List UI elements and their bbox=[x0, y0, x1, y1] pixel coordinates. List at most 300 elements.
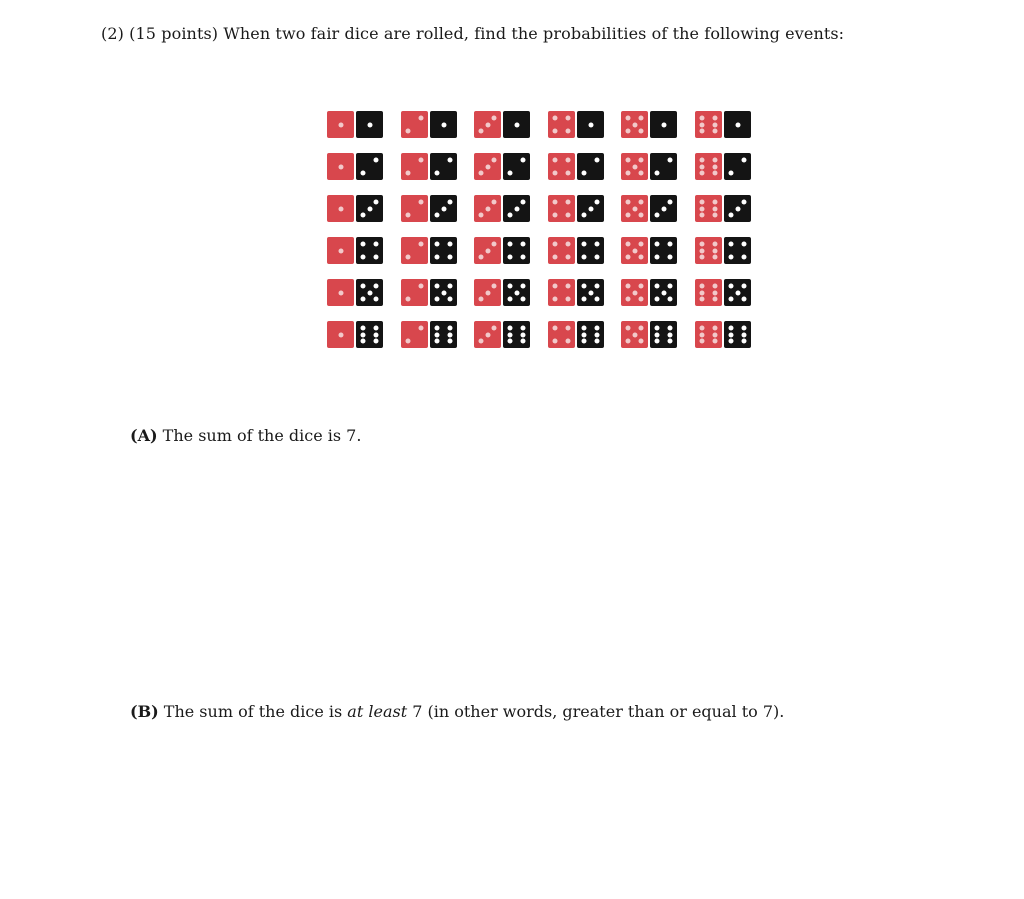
red-die-5 bbox=[621, 237, 648, 264]
die-pip bbox=[367, 122, 372, 127]
die-pip bbox=[514, 290, 519, 295]
die-pip bbox=[485, 290, 490, 295]
dice-pair bbox=[621, 237, 677, 265]
die-pip bbox=[729, 170, 734, 175]
red-die-1 bbox=[327, 237, 354, 264]
die-pip bbox=[508, 326, 513, 331]
die-pip bbox=[588, 290, 593, 295]
die-pip bbox=[508, 332, 513, 337]
die-pip bbox=[632, 206, 637, 211]
die-pip bbox=[447, 254, 452, 259]
die-pip bbox=[655, 254, 660, 259]
die-pip bbox=[700, 158, 705, 163]
die-pip bbox=[712, 164, 717, 169]
die-pip bbox=[553, 296, 558, 301]
die-pip bbox=[729, 212, 734, 217]
die-pip bbox=[638, 212, 643, 217]
die-pip bbox=[638, 200, 643, 205]
die-pip bbox=[638, 128, 643, 133]
dice-pair bbox=[548, 321, 604, 349]
die-pip bbox=[741, 200, 746, 205]
die-pip bbox=[553, 200, 558, 205]
dice-outcomes-grid bbox=[327, 111, 751, 349]
red-die-1 bbox=[327, 279, 354, 306]
dice-pair bbox=[548, 195, 604, 223]
black-die-3 bbox=[430, 195, 457, 222]
die-pip bbox=[735, 290, 740, 295]
die-pip bbox=[712, 128, 717, 133]
die-pip bbox=[700, 122, 705, 127]
dice-pair bbox=[548, 111, 604, 139]
dice-pair bbox=[621, 321, 677, 349]
die-pip bbox=[508, 254, 513, 259]
die-pip bbox=[553, 242, 558, 247]
die-pip bbox=[700, 212, 705, 217]
die-pip bbox=[661, 290, 666, 295]
die-pip bbox=[626, 242, 631, 247]
die-pip bbox=[582, 254, 587, 259]
die-pip bbox=[632, 248, 637, 253]
die-pip bbox=[361, 212, 366, 217]
die-pip bbox=[741, 158, 746, 163]
red-die-5 bbox=[621, 321, 648, 348]
die-pip bbox=[435, 254, 440, 259]
die-pip bbox=[588, 122, 593, 127]
die-pip bbox=[594, 242, 599, 247]
die-pip bbox=[700, 200, 705, 205]
die-pip bbox=[729, 326, 734, 331]
die-pip bbox=[655, 212, 660, 217]
die-pip bbox=[638, 296, 643, 301]
die-pip bbox=[626, 200, 631, 205]
dice-pair bbox=[327, 279, 383, 307]
die-pip bbox=[712, 338, 717, 343]
die-pip bbox=[655, 326, 660, 331]
dice-pair bbox=[548, 279, 604, 307]
dice-pair bbox=[474, 111, 530, 139]
die-pip bbox=[508, 338, 513, 343]
die-pip bbox=[741, 254, 746, 259]
black-die-6 bbox=[356, 321, 383, 348]
die-pip bbox=[367, 290, 372, 295]
die-pip bbox=[712, 170, 717, 175]
dice-pair bbox=[474, 195, 530, 223]
die-pip bbox=[655, 242, 660, 247]
die-pip bbox=[491, 200, 496, 205]
black-die-6 bbox=[724, 321, 751, 348]
die-pip bbox=[565, 158, 570, 163]
black-die-5 bbox=[650, 279, 677, 306]
die-pip bbox=[361, 326, 366, 331]
die-pip bbox=[520, 296, 525, 301]
die-pip bbox=[435, 170, 440, 175]
black-die-4 bbox=[724, 237, 751, 264]
die-pip bbox=[520, 326, 525, 331]
part-b bbox=[130, 702, 784, 721]
die-pip bbox=[729, 296, 734, 301]
die-pip bbox=[741, 296, 746, 301]
question-points: (15 points) bbox=[129, 24, 219, 43]
die-pip bbox=[338, 332, 343, 337]
die-pip bbox=[565, 296, 570, 301]
die-pip bbox=[626, 212, 631, 217]
die-pip bbox=[741, 326, 746, 331]
black-die-4 bbox=[430, 237, 457, 264]
die-pip bbox=[626, 326, 631, 331]
die-pip bbox=[520, 332, 525, 337]
red-die-1 bbox=[327, 321, 354, 348]
die-pip bbox=[638, 242, 643, 247]
die-pip bbox=[700, 284, 705, 289]
red-die-6 bbox=[695, 111, 722, 138]
die-pip bbox=[632, 332, 637, 337]
part-b-text-after: 7 (in other words, greater than or equal to 7). bbox=[407, 702, 785, 721]
black-die-4 bbox=[577, 237, 604, 264]
black-die-5 bbox=[724, 279, 751, 306]
die-pip bbox=[361, 338, 366, 343]
black-die-6 bbox=[430, 321, 457, 348]
dice-pair bbox=[621, 279, 677, 307]
die-pip bbox=[626, 158, 631, 163]
die-pip bbox=[508, 242, 513, 247]
black-die-2 bbox=[503, 153, 530, 180]
die-pip bbox=[508, 212, 513, 217]
die-pip bbox=[700, 170, 705, 175]
die-pip bbox=[508, 170, 513, 175]
die-pip bbox=[435, 284, 440, 289]
die-pip bbox=[700, 332, 705, 337]
die-pip bbox=[565, 116, 570, 121]
black-die-2 bbox=[650, 153, 677, 180]
die-pip bbox=[491, 326, 496, 331]
die-pip bbox=[520, 338, 525, 343]
die-pip bbox=[626, 116, 631, 121]
die-pip bbox=[565, 326, 570, 331]
die-pip bbox=[626, 338, 631, 343]
black-die-2 bbox=[356, 153, 383, 180]
die-pip bbox=[655, 284, 660, 289]
die-pip bbox=[435, 332, 440, 337]
black-die-1 bbox=[650, 111, 677, 138]
die-pip bbox=[655, 338, 660, 343]
die-pip bbox=[447, 338, 452, 343]
die-pip bbox=[553, 254, 558, 259]
die-pip bbox=[435, 326, 440, 331]
die-pip bbox=[406, 254, 411, 259]
die-pip bbox=[700, 128, 705, 133]
dice-pair bbox=[327, 153, 383, 181]
die-pip bbox=[361, 242, 366, 247]
part-b-text-before: The sum of the dice is bbox=[163, 702, 348, 721]
die-pip bbox=[626, 296, 631, 301]
die-pip bbox=[661, 122, 666, 127]
dice-pair bbox=[695, 153, 751, 181]
dice-pair bbox=[695, 111, 751, 139]
die-pip bbox=[565, 200, 570, 205]
red-die-4 bbox=[548, 237, 575, 264]
red-die-6 bbox=[695, 321, 722, 348]
black-die-6 bbox=[650, 321, 677, 348]
die-pip bbox=[741, 284, 746, 289]
die-pip bbox=[520, 242, 525, 247]
die-pip bbox=[435, 212, 440, 217]
die-pip bbox=[479, 254, 484, 259]
die-pip bbox=[700, 206, 705, 211]
die-pip bbox=[594, 332, 599, 337]
die-pip bbox=[582, 296, 587, 301]
die-pip bbox=[667, 242, 672, 247]
dice-pair bbox=[548, 237, 604, 265]
die-pip bbox=[361, 284, 366, 289]
die-pip bbox=[373, 242, 378, 247]
die-pip bbox=[655, 332, 660, 337]
die-pip bbox=[447, 284, 452, 289]
die-pip bbox=[712, 206, 717, 211]
die-pip bbox=[373, 332, 378, 337]
red-die-3 bbox=[474, 237, 501, 264]
die-pip bbox=[553, 116, 558, 121]
red-die-3 bbox=[474, 111, 501, 138]
die-pip bbox=[638, 326, 643, 331]
part-b-emphasis: at least bbox=[347, 702, 408, 721]
die-pip bbox=[626, 128, 631, 133]
die-pip bbox=[661, 206, 666, 211]
die-pip bbox=[594, 254, 599, 259]
dice-pair bbox=[327, 321, 383, 349]
dice-pair bbox=[474, 237, 530, 265]
die-pip bbox=[373, 326, 378, 331]
die-pip bbox=[406, 296, 411, 301]
die-pip bbox=[729, 332, 734, 337]
die-pip bbox=[712, 122, 717, 127]
black-die-3 bbox=[724, 195, 751, 222]
die-pip bbox=[700, 338, 705, 343]
die-pip bbox=[418, 200, 423, 205]
die-pip bbox=[447, 326, 452, 331]
die-pip bbox=[667, 158, 672, 163]
die-pip bbox=[520, 200, 525, 205]
red-die-4 bbox=[548, 153, 575, 180]
red-die-3 bbox=[474, 153, 501, 180]
dice-pair bbox=[695, 195, 751, 223]
dice-pair bbox=[401, 111, 457, 139]
die-pip bbox=[582, 338, 587, 343]
red-die-1 bbox=[327, 111, 354, 138]
die-pip bbox=[582, 284, 587, 289]
die-pip bbox=[667, 254, 672, 259]
die-pip bbox=[626, 254, 631, 259]
die-pip bbox=[338, 206, 343, 211]
die-pip bbox=[655, 170, 660, 175]
die-pip bbox=[594, 296, 599, 301]
die-pip bbox=[485, 248, 490, 253]
part-a-text: The sum of the dice is 7. bbox=[162, 426, 362, 445]
die-pip bbox=[582, 332, 587, 337]
die-pip bbox=[479, 212, 484, 217]
die-pip bbox=[406, 212, 411, 217]
die-pip bbox=[582, 242, 587, 247]
die-pip bbox=[638, 158, 643, 163]
die-pip bbox=[553, 128, 558, 133]
die-pip bbox=[361, 170, 366, 175]
red-die-2 bbox=[401, 321, 428, 348]
black-die-3 bbox=[577, 195, 604, 222]
dice-pair bbox=[695, 321, 751, 349]
die-pip bbox=[741, 338, 746, 343]
die-pip bbox=[729, 254, 734, 259]
die-pip bbox=[447, 296, 452, 301]
die-pip bbox=[361, 254, 366, 259]
black-die-1 bbox=[577, 111, 604, 138]
die-pip bbox=[638, 254, 643, 259]
question-header bbox=[101, 24, 844, 43]
die-pip bbox=[667, 284, 672, 289]
dice-pair bbox=[401, 153, 457, 181]
die-pip bbox=[553, 284, 558, 289]
red-die-1 bbox=[327, 195, 354, 222]
die-pip bbox=[712, 254, 717, 259]
die-pip bbox=[479, 170, 484, 175]
red-die-2 bbox=[401, 111, 428, 138]
red-die-3 bbox=[474, 195, 501, 222]
die-pip bbox=[485, 206, 490, 211]
die-pip bbox=[712, 116, 717, 121]
red-die-4 bbox=[548, 321, 575, 348]
red-die-5 bbox=[621, 153, 648, 180]
die-pip bbox=[712, 326, 717, 331]
die-pip bbox=[700, 116, 705, 121]
die-pip bbox=[361, 332, 366, 337]
die-pip bbox=[565, 242, 570, 247]
die-pip bbox=[667, 338, 672, 343]
die-pip bbox=[594, 158, 599, 163]
die-pip bbox=[520, 284, 525, 289]
black-die-5 bbox=[356, 279, 383, 306]
die-pip bbox=[373, 158, 378, 163]
die-pip bbox=[712, 284, 717, 289]
die-pip bbox=[514, 122, 519, 127]
dice-pair bbox=[401, 321, 457, 349]
die-pip bbox=[741, 242, 746, 247]
die-pip bbox=[441, 122, 446, 127]
dice-pair bbox=[401, 237, 457, 265]
question-text: When two fair dice are rolled, find the probabilities of the following events: bbox=[223, 24, 845, 43]
die-pip bbox=[508, 284, 513, 289]
red-die-6 bbox=[695, 153, 722, 180]
dice-pair bbox=[621, 111, 677, 139]
die-pip bbox=[667, 332, 672, 337]
red-die-2 bbox=[401, 195, 428, 222]
die-pip bbox=[729, 338, 734, 343]
die-pip bbox=[367, 206, 372, 211]
die-pip bbox=[520, 254, 525, 259]
dice-pair bbox=[327, 111, 383, 139]
die-pip bbox=[594, 284, 599, 289]
die-pip bbox=[638, 284, 643, 289]
red-die-3 bbox=[474, 321, 501, 348]
red-die-2 bbox=[401, 279, 428, 306]
die-pip bbox=[638, 170, 643, 175]
dice-pair bbox=[695, 279, 751, 307]
dice-pair bbox=[401, 279, 457, 307]
black-die-5 bbox=[577, 279, 604, 306]
dice-pair bbox=[474, 321, 530, 349]
die-pip bbox=[553, 326, 558, 331]
die-pip bbox=[565, 212, 570, 217]
black-die-3 bbox=[650, 195, 677, 222]
black-die-6 bbox=[503, 321, 530, 348]
die-pip bbox=[447, 332, 452, 337]
die-pip bbox=[479, 296, 484, 301]
die-pip bbox=[491, 158, 496, 163]
die-pip bbox=[632, 290, 637, 295]
die-pip bbox=[626, 284, 631, 289]
black-die-5 bbox=[430, 279, 457, 306]
die-pip bbox=[700, 254, 705, 259]
part-a-label: (A) bbox=[130, 426, 158, 445]
die-pip bbox=[373, 254, 378, 259]
die-pip bbox=[406, 338, 411, 343]
die-pip bbox=[485, 164, 490, 169]
die-pip bbox=[729, 284, 734, 289]
die-pip bbox=[712, 242, 717, 247]
black-die-6 bbox=[577, 321, 604, 348]
black-die-1 bbox=[430, 111, 457, 138]
black-die-3 bbox=[503, 195, 530, 222]
die-pip bbox=[447, 200, 452, 205]
black-die-2 bbox=[430, 153, 457, 180]
dice-pair bbox=[327, 237, 383, 265]
black-die-2 bbox=[724, 153, 751, 180]
die-pip bbox=[418, 326, 423, 331]
die-pip bbox=[565, 128, 570, 133]
dice-pair bbox=[401, 195, 457, 223]
black-die-2 bbox=[577, 153, 604, 180]
die-pip bbox=[553, 338, 558, 343]
die-pip bbox=[447, 158, 452, 163]
die-pip bbox=[553, 158, 558, 163]
die-pip bbox=[712, 296, 717, 301]
die-pip bbox=[582, 170, 587, 175]
dice-pair bbox=[548, 153, 604, 181]
red-die-5 bbox=[621, 279, 648, 306]
die-pip bbox=[667, 326, 672, 331]
die-pip bbox=[700, 296, 705, 301]
die-pip bbox=[712, 158, 717, 163]
red-die-6 bbox=[695, 195, 722, 222]
die-pip bbox=[638, 338, 643, 343]
die-pip bbox=[700, 326, 705, 331]
black-die-5 bbox=[503, 279, 530, 306]
die-pip bbox=[712, 248, 717, 253]
red-die-6 bbox=[695, 279, 722, 306]
red-die-2 bbox=[401, 237, 428, 264]
die-pip bbox=[565, 170, 570, 175]
die-pip bbox=[361, 296, 366, 301]
die-pip bbox=[508, 296, 513, 301]
die-pip bbox=[582, 326, 587, 331]
die-pip bbox=[491, 242, 496, 247]
die-pip bbox=[565, 254, 570, 259]
die-pip bbox=[712, 200, 717, 205]
die-pip bbox=[435, 338, 440, 343]
black-die-4 bbox=[503, 237, 530, 264]
black-die-4 bbox=[356, 237, 383, 264]
die-pip bbox=[373, 200, 378, 205]
die-pip bbox=[594, 326, 599, 331]
die-pip bbox=[729, 242, 734, 247]
black-die-1 bbox=[503, 111, 530, 138]
